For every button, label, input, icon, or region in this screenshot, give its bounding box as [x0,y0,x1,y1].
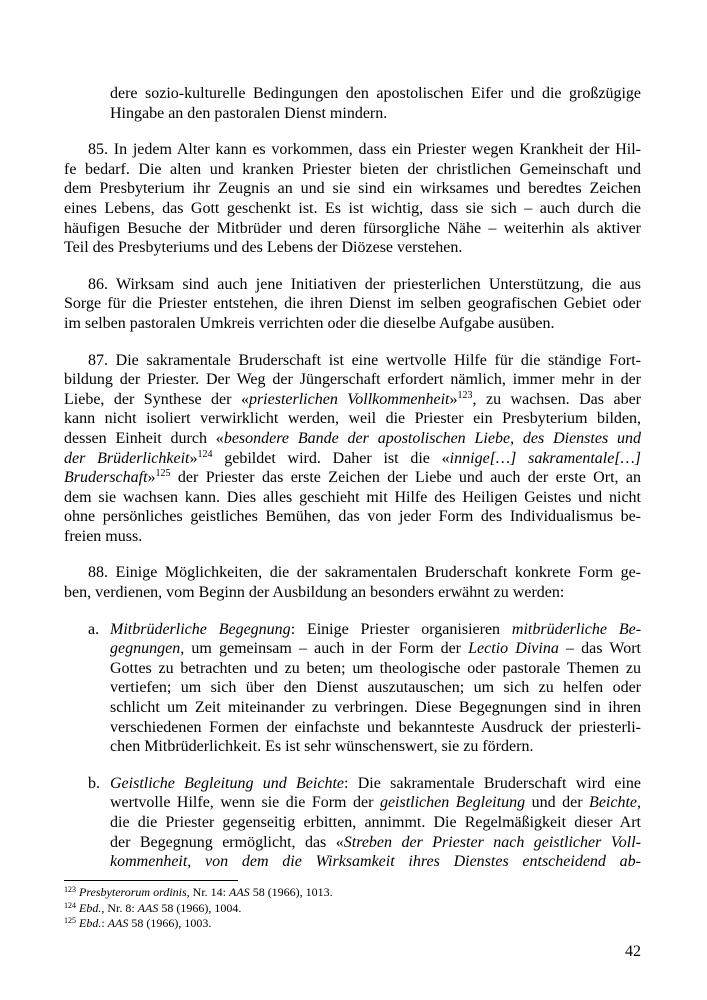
text-line: häufigen Besuche der Mitbrüder und deren fürsorgliche Nähe – weiterhin als aktiver [64,219,641,237]
footnote-124 [64,901,641,917]
line-text: – das Wort [558,640,641,658]
page-number: 42 [625,943,641,960]
body-text [64,84,641,872]
continuation-paragraph [64,84,641,123]
emphasis-text: geistlichen Begleitung [379,794,526,812]
quotation-text: priesterlichen Vollkommenheit [248,390,450,408]
line-text: Die sakramentale Bruderschaft ist eine wertvolle Hilfe für die ständige Fort- [115,351,642,369]
text-line: ben, verdienen, vom Beginn der Ausbildung an besonders erwähnt zu werden: [64,584,565,602]
footnote-text: Nr. 8: [104,900,138,915]
line-text: , [637,794,642,812]
text-line [110,833,641,853]
footnotes [64,885,641,932]
line-text: und der [525,794,590,812]
line-text: » [449,390,458,408]
text-line [64,140,641,160]
text-line: verschiedenen Formen der einfachste und bekannteste Ausdruck der priesterli- [110,718,641,736]
text-line: bildung der Priester. Der Weg der Jüngerschaft erfordert nämlich, immer mehr in der [64,371,641,389]
item-heading: Mitbrüderliche Begegnung [110,620,291,638]
quotation-text: Bruderschaft [64,469,148,487]
text-line: dere sozio-kulturelle Bedingungen den apostolischen Eifer und die großzügige [110,85,641,102]
footnote-text: , Nr. 14: [186,885,230,899]
footnote-number: 124 [64,900,76,910]
paragraph-87 [64,351,641,547]
text-line: Hingabe an den pastoralen Dienst mindern. [110,104,388,122]
text-line [64,429,641,449]
emphasis-text: Lectio Divina [468,640,559,658]
paragraph-number: 86. [88,275,108,293]
text-line [64,351,641,371]
text-line: chen Mitbrüderlichkeit. Es ist sehr wünschenswert, sie zu fördern. [110,738,534,756]
text-line: Teil des Presbyteriums und des Lebens der Diözese verstehen. [64,239,463,257]
journal-abbreviation: AAS [107,916,129,930]
source-title: Presbyterorum ordinis [79,885,187,899]
text-line: im selben pastoralen Umkreis verrichten oder die dieselbe Aufgabe ausüben. [64,314,555,332]
text-line: kommenheit, von dem die Wirksamkeit ihres Dienstes entscheidend ab- [110,853,641,871]
text-line [64,390,641,410]
footnote-text: 58 (1966), 1003. [128,916,212,930]
emphasis-text: gegnungen [110,640,181,658]
text-line: dem Presbyterium ihr Zeugnis an und sie sind ein wirksames und beredtes Zeichen [64,180,641,198]
emphasis-text: Beichte [589,794,638,812]
footnote-125 [64,916,641,932]
line-text: , um gemeinsam – auch in der Form der [180,640,469,658]
text-line: fe bedarf. Die alten und kranken Priester bieten der christlichen Gemeinschaft und [64,160,641,178]
text-line [64,468,641,488]
paragraph-number: 88. [88,564,108,582]
emphasis-text: mitbrüderliche Be- [511,620,642,638]
footnote-text: 58 (1966), 1004. [158,900,242,915]
journal-abbreviation: AAS [137,900,159,915]
journal-abbreviation: AAS [229,885,250,899]
item-heading: Geistliche Begleitung und Beichte [110,774,345,792]
line-text: Wirksam sind auch jene Initiativen der priesterlichen Unterstützung, die aus [116,275,641,293]
text-line: eines Lebens, das Gott geschenkt ist. Es ist wichtig, dass sie sich – auch durch die [64,199,641,217]
text-line: die die Priester gegenseitig erbitten, annimmt. Die Regelmäßigkeit dieser Art [110,814,641,831]
line-text: » [189,449,198,467]
list-marker: b. [88,774,100,792]
footnote-text: : [101,916,108,930]
line-text: wertvolle Hilfe, wenn sie die Form der [110,794,380,812]
text-line [64,449,641,469]
line-text: » [147,469,156,487]
line-text: In jedem Alter kann es vorkommen, dass ein Priester wegen Krankheit der Hil- [113,141,642,159]
text-line: schlicht um Zeit miteinander zu verbringen. Diese Begegnungen sind in ihren [110,699,641,717]
list-marker: a. [88,620,100,638]
list-item-b [64,774,641,872]
text-line [110,639,641,659]
line-text: Liebe, der Synthese der « [64,390,249,408]
paragraph-88 [64,563,641,602]
footnote-rule [64,880,238,881]
footnote-number: 123 [64,885,76,894]
source-title: Ebd., [79,900,105,915]
text-line [110,793,641,813]
text-line [110,774,641,794]
paragraph-85 [64,140,641,258]
paragraph-number: 85. [88,141,108,159]
footnote-ref: 124 [197,448,213,460]
footnote-123 [64,885,641,901]
text-line: kann nicht isoliert verwirklicht werden, weil die Priester ein Presbyterium bilden, [64,410,641,428]
quotation-text: besondere Bande der apostolischen Liebe, des Dienstes und [223,429,641,447]
line-text: der Priester das erste Zeichen der Liebe und auch der erste Ort, an [170,469,641,487]
text-line: Sorge für die Priester entstehen, die ihren Dienst im selben geografischen Gebiet oder [64,295,641,313]
line-text: : Einige Priester organisieren [290,620,512,638]
paragraph-86 [64,275,641,334]
source-title: Ebd. [79,916,102,930]
list-item-a [64,620,641,757]
text-line: Gottes zu betrachten und zu beten; um theologische oder pastorale Themen zu [110,659,641,677]
paragraph-number: 87. [88,351,108,369]
line-text: Einige Möglichkeiten, die der sakramentalen Bruderschaft konkrete Form ge- [115,564,642,582]
text-line: freien muss. [64,527,143,545]
footnote-ref: 123 [457,389,473,401]
footnote-number: 125 [64,916,76,925]
footnote-text: 58 (1966), 1013. [249,885,333,899]
text-line: ohne persönliches geistliches Bemühen, das von jeder Form des Individualismus be- [64,508,641,526]
text-line [64,275,641,295]
text-line: vertiefen; um sich über den Dienst auszutauschen; um sich zu helfen oder [110,679,641,697]
line-text: der Begegnung ermöglicht, das « [110,833,344,851]
line-text: gebildet wird. Daher ist die « [212,449,450,467]
line-text: , zu wachsen. Das aber [472,390,641,408]
text-line [64,563,641,583]
line-text: : Die sakramentale Bruderschaft wird eine [344,774,641,792]
footnote-ref: 125 [155,468,171,480]
line-text: dessen Einheit durch « [64,429,224,447]
quotation-text: Streben der Priester nach geistlicher Voll- [343,833,642,851]
text-line: dem sie wachsen kann. Dies alles geschieht mit Hilfe des Heiligen Geistes und nicht [64,488,641,506]
quotation-text: der Brüderlichkeit [64,449,190,467]
text-line [110,620,641,640]
quotation-text: innige[…] sakramentale[…] [449,449,641,467]
